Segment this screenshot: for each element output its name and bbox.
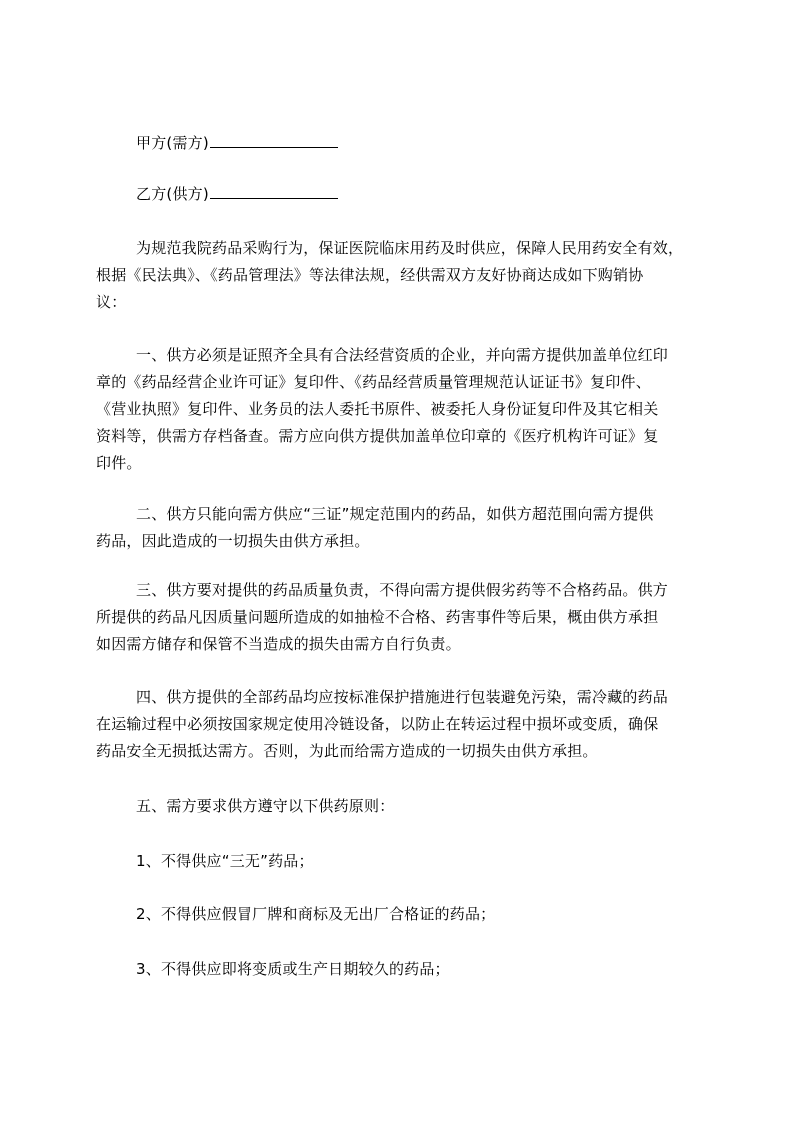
party-b-blank[interactable] (210, 184, 338, 199)
clause-3-line: 如因需方储存和保管不当造成的损失由需方自行负责。 (96, 635, 461, 653)
party-b-label: 乙方(供方) (136, 185, 209, 203)
clause-1-line: 印件。 (96, 454, 142, 472)
clause-2-line: 药品，因此造成的一切损失由供方承担。 (96, 532, 370, 550)
list-item: 3、不得供应即将变质或生产日期较久的药品； (136, 960, 450, 978)
clause-4-line: 四、供方提供的全部药品均应按标准保护措施进行包装避免污染，需冷藏的药品 (136, 688, 669, 706)
intro-line: 议： (96, 293, 127, 311)
clause-4-line: 在运输过程中必须按国家规定使用冷链设备，以防止在转运过程中损坏或变质，确保 (96, 715, 659, 733)
clause-1-line: 资料等，供需方存档备查。需方应向供方提供加盖单位印章的《医疗机构许可证》复 (96, 427, 659, 445)
list-item: 1、不得供应“三无”药品； (136, 852, 314, 870)
clause-2-line: 二、供方只能向需方供应“三证”规定范围内的药品，如供方超范围向需方提供 (136, 505, 654, 523)
list-item: 2、不得供应假冒厂牌和商标及无出厂合格证的药品； (136, 905, 496, 923)
clause-3-line: 三、供方要对提供的药品质量负责，不得向需方提供假劣药等不合格药品。供方 (136, 581, 669, 599)
party-a-line (136, 133, 338, 153)
intro-line: 为规范我院药品采购行为，保证医院临床用药及时供应，保障人民用药安全有效， (136, 239, 684, 257)
clause-3-line: 所提供的药品凡因质量问题所造成的如抽检不合格、药害事件等后果，概由供方承担 (96, 608, 659, 626)
party-b-line (136, 184, 338, 204)
clause-4-line: 药品安全无损抵达需方。否则，为此而给需方造成的一切损失由供方承担。 (96, 742, 598, 760)
clause-1-line: 章的《药品经营企业许可证》复印件、《药品经营质量管理规范认证证书》复印件、 (96, 373, 651, 391)
party-a-label: 甲方(需方) (136, 134, 209, 152)
clause-5-heading: 五、需方要求供方遵守以下供药原则： (136, 797, 395, 815)
clause-1-line: 《营业执照》复印件、业务员的法人委托书原件、被委托人身份证复印件及其它相关 (96, 400, 659, 418)
intro-line: 根据《民法典》、《药品管理法》等法律法规，经供需双方友好协商达成如下购销协 (96, 266, 644, 284)
party-a-blank[interactable] (210, 133, 338, 148)
clause-1-line: 一、供方必须是证照齐全具有合法经营资质的企业，并向需方提供加盖单位红印 (136, 346, 669, 364)
